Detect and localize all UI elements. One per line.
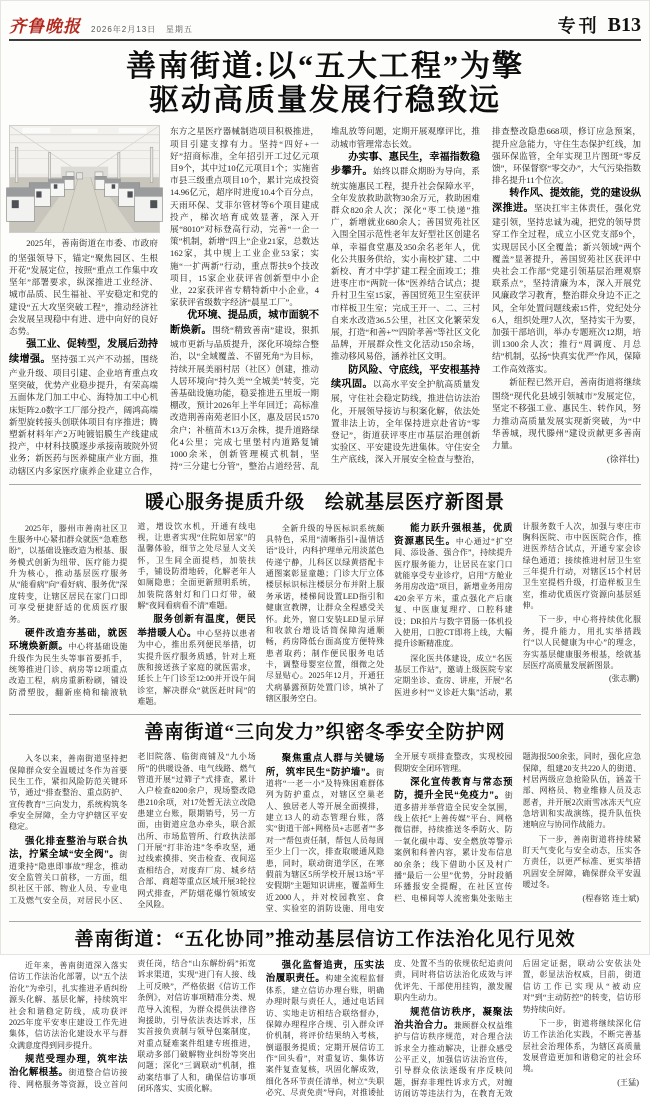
paragraph-lead: 优环境、提品质，城市面貌不断焕新。: [170, 310, 319, 336]
paragraph-lead: 强工业、促转型，发展后劲持续增强。: [9, 339, 158, 365]
article-petition-body: [9, 958, 641, 1099]
article-medical-headline: 暖心服务提质升级 绘就基层医疗新图景: [144, 491, 505, 513]
section-label: 专刊: [557, 16, 600, 36]
paragraph-text: 新征程已然开启，善南街道将继续围绕“现代化县域引领城市”发展定位，坚定不移强工业、惠民生、转作风，努力推动高质量发展实现新突破，为“中华善城，现代滕州”建设贡献更多善南力量。: [492, 376, 641, 451]
article-five-projects: [9, 125, 641, 476]
paragraph-lead: 转作风、提效能，党的建设纵深推进。: [492, 188, 641, 214]
paragraph-text: 中心坚持以患者为中心，推出系列便民举措，切实提升医疗服务质感，针对上班族和接送孩子家庭的就医需求，延长上午门诊至12:00并开设午间诊室，解决群众“就医赶时间”的难题。: [137, 628, 256, 707]
byline: (徐祥壮): [606, 454, 639, 465]
paragraph: [9, 237, 158, 337]
paragraph-lead: 强化排查整治与联合执法，拧紧全域“安全阀”。: [9, 834, 128, 860]
byline: (程春铭 连士斌): [582, 893, 639, 903]
lead-headline: [9, 50, 641, 118]
paragraph-lead: 服务创新有温度，便民举措暖人心。: [137, 613, 256, 638]
article-petition-headline: 善南街道：“五化协同”推动基层信访工作法治化见行见效: [74, 929, 576, 951]
paragraph: [137, 612, 255, 707]
paragraph-lead: 聚焦重点人群与关键场所，筑牢民生“防护墙”。: [265, 752, 385, 777]
paragraph-text: 坚持强工兴产不动摇，围绕产业升级、项目引建、企业培育重点攻坚突破，优势产业稳步提升，有荣高端五面体龙门加工中心、海特加工中心机床矩阵2.0数字工厂部分投产，阔鸿高端新型旋转接头创联体项目有序推进；腾塑新材料年产2万吨镀铝膜生产线建成投产，中材科技膜逐步承接南玻院外贸业务；新医药与医养健康产业方面，推动辖区内多家医疗康养企业建立合作，东方之星医疗器械制造项目积极推进，项目引建支撑有力。坚持“四好+一好”招商标准，全年招引开工过亿元项目9个，其中过10亿元项目1个；实施省市县三级重点项目10个，累计完成投资14.96亿元，超序时进度10.4个百分点，天雨环保、艾菲尔管材等6个项目建成投产，梯次培育成效显著，深入开展“8010”对标登高行动，完善“一企一策”机制，新增“四上”企业21家，总数达162家，其中规上工业企业53家；实施“一扩两新”行动，重点帮扶9个技改项目，15家企业获评省创新型中小企业，22家获评省专精特新中小企业，4家获评省级数字经济“晨星工厂”。: [9, 126, 319, 476]
article-separator: [9, 714, 641, 715]
paragraph-text: 街道秉持“隐患即事故”理念，推动安全监管关口前移，一方面，组织社区干部、物业人员、专业电工及燃气安全员，对居民小区、老旧院落、临街商铺及“九小场所”的供暖设备、电气线路、燃气管道开展“过筛子”式排查，累计入户检查8200余户，现场整改隐患210余项，对17处暂无法立改隐患建立台账，限期销号，另一方面，由街道应急办牵头，联合派出所、市场监管所、行政执法部门开展“打非治违”冬季攻坚，通过线索摸排、突击检查、夜间巡查相结合，对废弃厂房、城乡结合部、商超等重点区域开展3轮拉网式排查，严防烟花爆竹领域安全风险。: [9, 752, 256, 909]
paragraph-text: 构建全流程监督体系，建立信访办理台账，明确办理时限与责任人，通过电话回访、实地走访相结合联络督办，保障办理程序合规、引入群众评价机制，将评价结果纳入考核，倒逼服务提质；定期开展信访工作“回头看”，对重复访、集体访案件复查复核，巩固化解成效，细化各环节责任清单，树立“失职必究、尽责免责”导向，对推诿扯皮、处置不当的依规依纪追责问责，同时将信访法治化成效与评优评先、干部使用挂钩，激发履职内生动力。: [265, 959, 513, 1098]
paragraph-text: 中心通过“扩空间、添设备、强合作”，持续提升医疗服务能力，让居民在家门口就能享受专业诊疗，启用“方舱业务用房改造”项目，新增业务用房420余平方米，重点强化产后康复、中医康复理疗、口腔科建设；DR拍片与数字胃肠一体机投入使用，口腔CT即将上线，大幅提升诊断精准度。: [394, 536, 513, 649]
paragraph-lead: 强化监督追责，压实法治履职责任。: [265, 959, 385, 984]
paragraph-text: 2025年，善南街道在市委、市政府的坚强领导下，锚定“聚焦园区、生根开花”发展定位，按照“重点工作集中攻坚年”部署要求，纵深推进工业经济、城市品质、民生福祉、平安稳定和党的建设“五大攻坚突破工程”，推动经济社会发展呈现稳中有进、进中向好的良好态势。: [9, 238, 158, 336]
lead-headline-line2: 驱动高质量发展行稳致远: [149, 84, 501, 118]
factory-photo-graphic: [9, 125, 160, 233]
paragraph: [266, 521, 384, 705]
paragraph-lead: 办实事、惠民生，幸福指数稳步攀升。: [331, 151, 480, 178]
article-winter-headline: 善南街道“三向发力”织密冬季安全防护网: [144, 722, 506, 744]
paragraph-text: 入冬以来，善南街道坚持把保障群众安全温暖过冬作为首要民生工作，紧扣风险防范关键环节，通过“排查整治、重点防护、宣传教育”三向发力，系统构筑冬季安全屏障，全力守护辖区平安稳定。: [9, 754, 128, 832]
masthead-date: [91, 24, 193, 35]
paragraph-lead: 能力跃升强根基，优质资源惠民生。: [394, 521, 513, 546]
weekday-text: 星期五: [165, 25, 193, 34]
date-text: 2026年2月13日: [91, 25, 157, 34]
article-separator: [9, 484, 641, 485]
article-medical-body: [9, 521, 641, 708]
paragraph-text: 深化医共体建设，成立“名医基层工作站”，邀请上级医院专家定期坐诊、查房、讲座，开展“名医进乡村”“义诊赶大集”活动，累计服务数千人次，加强与枣庄市胸科医院、市中医医院合作，推进医养结合试点，开通专家会诊绿色通道；接续推进村居卫生室三年提升行动，对辖区15个村居卫生室提档升级，打造样板卫生室，推动优质医疗资源向基层延伸。: [394, 521, 641, 697]
article-medical-services: [9, 492, 641, 708]
paragraph: [9, 521, 127, 625]
paragraph: [492, 187, 641, 374]
paragraph-text: 2025年，滕州市善南社区卫生服务中心紧扣群众就医“急难愁盼”，以基础设施改造为根基、服务模式创新为纽带、医疗能力提升为核心，推动基层医疗服务从“能看病”向“看好病、服务优”深度转变，让辖区居民在家门口即可享受便捷舒适的优质医疗服务。: [9, 523, 128, 624]
paragraph-lead: 硬件改造夯基础，就医环境焕新颜。: [9, 626, 128, 652]
paragraph-text: 兼顾群众权益维护与信访秩序规范，对合理合法诉求全力推动解决，让群众感受公平正义，加强信访法治宣传，引导群众依法逐级有序反映问题，摒弃非理性诉求方式，对缠访闹访等违法行为，在教育无效后固定证据，联动公安依法处置，彰显法治权威，目前，街道信访工作已实现从“被动应对”到“主动防控”的转变，信访形势持续向好。: [394, 959, 641, 1099]
masthead-logo: 齐鲁晚报: [9, 17, 81, 36]
paragraph-lead: 深化宣传教育与常态预防，提升全民“免疫力”。: [394, 775, 513, 801]
factory-workshop-photo: [9, 125, 158, 233]
paragraph-text: 以高水平安全护航高质量发展，守住社会稳定防线，推进信访法治化，开展领导接访与积案化解，依法处置非法上访，全年保持进京赴省访“零登记”，街道获评枣庄市基层治理创新实验区、平安建设先进集体。守住安全生产底线，深入开展安全检查与整治，排查整改隐患668项，修订应急预案，提升应急能力，守住生态保护红线，加强环保监管，全年实现卫片图斑“零反馈”，环保督察“零交办”，大气污染指数排名提升11个位次。: [331, 126, 641, 465]
paragraph: [523, 832, 641, 891]
paragraph-lead: 防风险、守底线，平安根基持续巩固。: [331, 364, 480, 390]
paragraph-text: 全新升级的导医标识系统颇具特色，采用“清晰指引+温情话语”设计，内科护理单元用淡蓝色传递宁静，儿科区以绿黄搭配卡通图案彰显童趣；门诊大厅立体楼层标识标注楼层分布并附上服务承诺，楼梯间设置LED指引和健康宣教牌，让群众全程感受关怀。此外，窗口安装LED显示屏和收款台增设话筒保障沟通顺畅，药房降低台面高度方便特殊患者取药；制作便民服务电话卡，调整母婴室位置，细微之处尽显贴心。2025年12月，开通狂犬病暴露预防处置门诊，填补了辖区服务空白。: [265, 523, 385, 704]
paragraph-text: 下一步，中心将持续优化服务，提升能力，用扎实举措践行“以人民健康为中心”的理念，夯实基层健康服务根基，绘就基层医疗高质量发展新图景。: [522, 615, 641, 670]
masthead: [9, 11, 641, 35]
article-winter-body: [9, 751, 641, 914]
paragraph-text: 近年来，善南街道深入落实信访工作法治化部署，以“五个法治化”为牵引，扎实推进矛盾纠纷源头化解、基层化解，持续筑牢社会和谐稳定防线，成功获评2025年度平安枣庄建设工作先进集体，信访法治化建设水平与群众满意度得到同步提升。: [9, 961, 128, 1050]
paragraph: [394, 521, 512, 650]
byline: (张志鹏): [609, 674, 639, 684]
paragraph-lead: 规范受理办理，筑牢法治化解根基。: [9, 1053, 128, 1078]
paragraph-lead: 规范信访秩序，凝聚法治共治合力。: [394, 1005, 513, 1030]
article-five-projects-body: [9, 125, 641, 476]
paragraph-text: 街道将“一老一小”及特殊困难群体列为防护重点，对辖区空巢老人、独居老人等开展全面摸排，建立13人的动态管理台账，落实“街道干部+网格员+志愿者”“多对一”帮包责任制，帮包人员每周至少上门一次，排查取暖通风隐患，同时，联动街道学区，在寒假前为辖区5所学校开展13场“平安假期”主题知识讲座，覆盖师生近2000人，并对校园教室、食堂、实验室的消防设施、用电安全开展专项排查整改，实现校园假期安全闭环管理。: [265, 752, 513, 913]
lead-headline-line1: 善南街道:以“五大工程”为擎: [126, 50, 524, 83]
paragraph-text: 街道整合信访接待、网格服务等资源，设立首问责任岗，结合“山东解纷码”拓宽诉求渠道，实现“进门有人接、线上可反映”，严格依据《信访工作条例》，对信访事项精准分类、规范导入流程，为群众提供法律咨询援助，引导依法表达诉求，压实首接负责制与领导包案制度，对重点疑难案件组建专班推进，联动多部门破解物业纠纷等突出问题；深化“三调联动”机制，推动案结事了人和，确保信访事项闭环落实、实质化解。: [9, 959, 256, 1094]
paragraph-text: 围绕“精致善南”建设，狠抓城市更新与品质提升，深化环境综合整治，以“全域覆盖、不留死角”为目标，持续开展美丽村居（社区）创建，推动人居环境向“持久美”“全城美”转变，完善基础设施功能，稳妥推进五里坂一期棚改，预计2026年上半年回迁；高标准改造荆善南苑老旧小区，惠及居民1570余户；补植苗木13万余株，提升道路绿化4公里；完成七里堡村内道路复铺1000余米，创新管理模式机制，坚持“三分建七分管”，整治占道经营、乱堆乱放等问题，定期开展观摩评比，推动城市管理常态长效。: [170, 126, 480, 472]
byline: (王猛): [617, 1077, 639, 1087]
article-separator: [9, 921, 641, 922]
paragraph: [331, 151, 480, 363]
paragraph-text: 街道多措并举营造全民安全氛围，线上依托“上善传媒”平台、网格微信群，持续推送冬季防火、防一氧化碳中毒、安全燃放等警示案例和科普内容，累计发布信息80余条；线下借助小区及村广播“最后一公里”优势，分时段循环播报安全提醒，在社区宣传栏、电梯间等人流密集处张贴主题海报500余张，同时，强化应急保障，组建20支共220人的街道、村居两级应急抢险队伍，涵盖干部、网格员、物业维修人员及志愿者，并开展2次雨雪冰冻天气应急培训和实战演练，提升队伍快速响应与协同作战能力。: [394, 752, 641, 903]
paragraph: [9, 958, 127, 1051]
paragraph-text: 坚决扛牢主体责任，强化党建引领，坚持忠诚为魂，把党的领导贯穿工作全过程，成立小区党支部9个，实现居民小区全覆盖；新兴领域“两个覆盖”显著提升，善国贸苑社区获评中央社会工作部“党建引领基层治理观察联系点”，坚持清廉为本，深入开展党风廉政学习教育，整治群众身边不正之风，全年处置问题线索15件，党纪处分6人，组织处理7人次，坚持实干为要，加强干部培训，举办专题班次12期，培训1300余人次；推行“周调度、月总结”机制，弘扬“快真实优严”作风，保障工作高效落实。: [492, 202, 641, 374]
article-winter-safety: [9, 722, 641, 914]
masthead-rule: [9, 39, 641, 41]
article-petition-work: [9, 929, 641, 1099]
paragraph: [492, 376, 641, 451]
paragraph-text: 下一步，善南街道将持续紧盯天气变化与安全动态，压实各方责任，以更严标准、更实举措巩固安全屏障，确保群众平安温暖过冬。: [522, 834, 641, 890]
paragraph-text: 下一步，街道将继续深化信访工作法治化实践，不断完善基层社会治理体系，为辖区高质量发展营造更加和谐稳定的社会环境。: [522, 1018, 641, 1074]
paragraph-text: 中心将基础设施升级作为民生头等事首要抓手，统筹推进门诊、病房等12项重点改造工程，病房重新粉刷，铺设防滑塑胶，翻新座椅和输液轨道，增设饮水机，开通有线电视，让患者实现“住院如居家”的温馨体验，细节之处尽显人文关怀，卫生间全面提档，加装扶手，铺设防滑地砖，化解老年人如厕隐患；全面更新照明系统，加装院落射灯和门口灯带，破解“夜间看病看不清”难题。: [9, 521, 256, 697]
paragraph: [9, 751, 127, 833]
paragraph-text: 始终以群众期盼为导向，系统实施惠民工程，提升社会保障水平，全年发放救助款物30余万元，救助困难群众820余人次；深化“枣工快递”推广，新增就业680余人；善国贸苑社区入围全国示范性老年友好型社区创建名单，幸福食堂惠及350余名老年人，优化公共服务供给，实小南校扩建、二中新校、育才中学扩建工程全面竣工；推进枣庄市“两院一体”医养结合试点；提升村卫生室15家，善国贸苑卫生室获评市样板卫生室；完成王开一、二、三村自来水改造36.5公里，社区文化繁荣发展，打造“和善+”“四阶孝善”等社区文化品牌，开展群众性文化活动150余场，推动移风易俗，涵养社区文明。: [331, 166, 481, 362]
paragraph: [523, 612, 641, 671]
page-number: B13: [607, 14, 641, 36]
paragraph: [523, 1016, 641, 1075]
